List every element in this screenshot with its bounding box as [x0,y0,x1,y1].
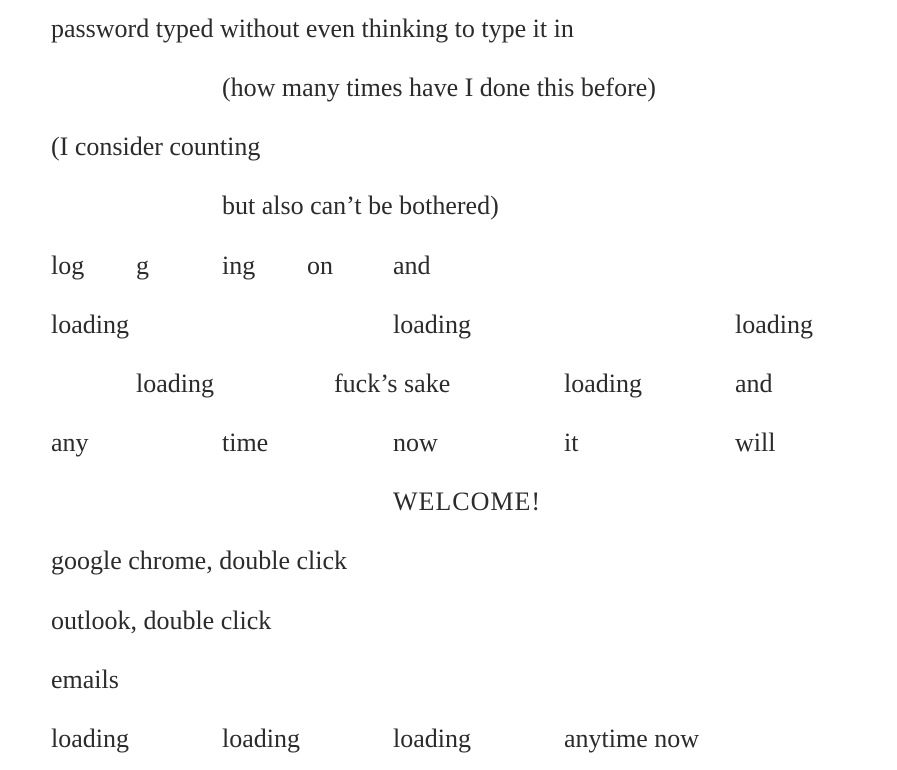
poem-text: outlook, double click [51,606,272,635]
poem-word: will [735,428,776,457]
poem-line-10 [0,546,897,586]
poem-line-11 [0,606,897,646]
poem-word: loading [51,310,129,339]
poem-word: and [735,369,773,398]
poem-line-3 [0,132,897,172]
poem-welcome-heading: WELCOME! [393,487,542,516]
poem-word: log [51,251,85,280]
poem-line-2 [0,73,897,113]
poem-word: loading [136,369,214,398]
poem-word: and [393,251,431,280]
poem-line-13 [0,724,897,764]
poem-line-7 [0,369,897,409]
poem-line-1 [0,14,897,54]
poem-line-9 [0,487,897,527]
poem-word: g [136,251,149,280]
poem-line-5 [0,251,897,291]
poem-word: loading [393,310,471,339]
poem-line-6 [0,310,897,350]
poem-line-12 [0,665,897,705]
poem-word: ing [222,251,256,280]
poem-text: emails [51,665,119,694]
poem-word: loading [222,724,300,753]
poem-word: time [222,428,269,457]
poem-word: any [51,428,89,457]
poem-text: (I consider counting [51,132,261,161]
poem-word: fuck’s sake [334,369,451,398]
poem-word: now [393,428,438,457]
poem-text: (how many times have I done this before) [222,73,656,102]
poem-text: password typed without even thinking to type it in [51,14,574,43]
poem-word: loading [51,724,129,753]
poem-word: anytime now [564,724,700,753]
poem-word: loading [393,724,471,753]
poem-text: but also can’t be bothered) [222,191,499,220]
poem-word: loading [735,310,813,339]
poem-word: on [307,251,333,280]
poem-line-8 [0,428,897,468]
poem-line-4 [0,191,897,231]
poem-word: loading [564,369,642,398]
poem-text: google chrome, double click [51,546,348,575]
poem-word: it [564,428,579,457]
